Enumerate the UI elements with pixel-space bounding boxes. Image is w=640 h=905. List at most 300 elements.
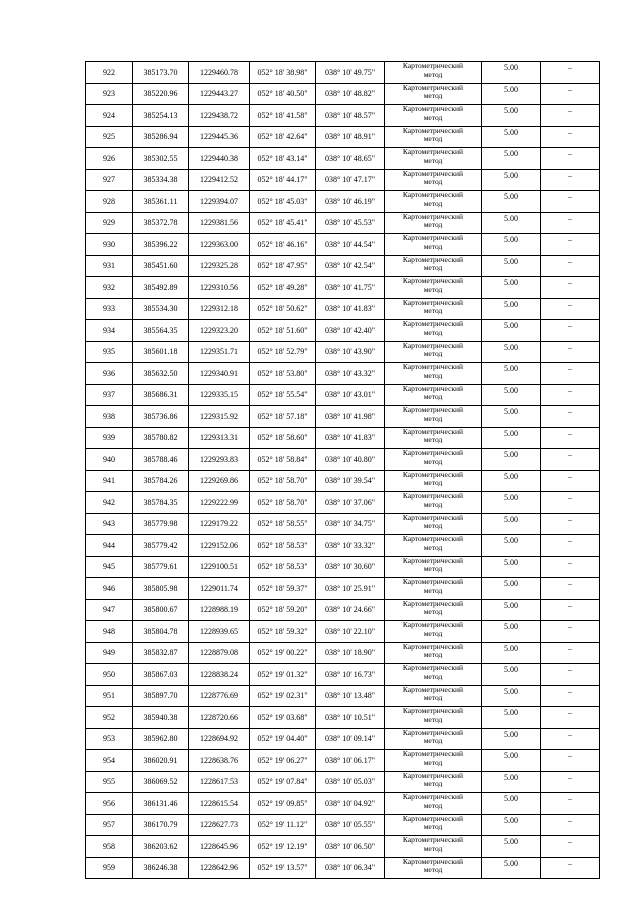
dash-cell: – — [541, 298, 600, 320]
point-number-cell: 949 — [86, 642, 133, 664]
latitude-cell: 052° 18' 46.16" — [250, 234, 316, 256]
method-cell — [385, 298, 482, 320]
method-line-1: Картометрический — [402, 190, 464, 199]
point-number-cell: 930 — [86, 234, 133, 256]
method-cell — [385, 341, 482, 363]
table-row — [86, 857, 600, 879]
accuracy-cell: 5.00 — [482, 599, 541, 621]
y-coordinate-cell: 1229312.18 — [189, 298, 250, 320]
point-number-cell: 927 — [86, 169, 133, 191]
x-coordinate-cell: 385800.67 — [133, 599, 189, 621]
y-coordinate-cell: 1229310.56 — [189, 277, 250, 299]
method-cell — [385, 857, 482, 879]
dash-cell: – — [541, 728, 600, 750]
table-row — [86, 126, 600, 148]
accuracy-cell: 5.00 — [482, 470, 541, 492]
method-line-1: Картометрический — [402, 771, 464, 780]
table-row — [86, 556, 600, 578]
method-cell — [385, 599, 482, 621]
method-line-1: Картометрический — [402, 169, 464, 178]
method-cell — [385, 750, 482, 772]
dash-cell: – — [541, 857, 600, 879]
table-row — [86, 169, 600, 191]
longitude-cell: 038° 10' 40.80" — [316, 449, 385, 471]
longitude-cell: 038° 10' 30.60" — [316, 556, 385, 578]
table-row — [86, 341, 600, 363]
point-number-cell: 931 — [86, 255, 133, 277]
method-line-2: метод — [423, 263, 443, 272]
method-line-1: Картометрический — [402, 814, 464, 823]
method-line-2: метод — [423, 628, 443, 638]
accuracy-cell: 5.00 — [482, 814, 541, 836]
longitude-cell: 038° 10' 06.17" — [316, 750, 385, 772]
method-cell — [385, 556, 482, 578]
method-cell — [385, 212, 482, 234]
dash-cell: – — [541, 492, 600, 514]
dash-cell: – — [541, 363, 600, 385]
method-line-2: метод — [423, 865, 443, 874]
dash-cell: – — [541, 685, 600, 707]
point-number-cell: 956 — [86, 793, 133, 815]
method-line-1: Картометрический — [402, 298, 464, 307]
point-number-cell: 940 — [86, 449, 133, 471]
longitude-cell: 038° 10' 05.55" — [316, 814, 385, 836]
x-coordinate-cell: 385632.50 — [133, 363, 189, 385]
x-coordinate-cell: 385396.22 — [133, 234, 189, 256]
method-line-1: Картометрический — [402, 427, 464, 436]
dash-cell: – — [541, 814, 600, 836]
y-coordinate-cell: 1229315.92 — [189, 406, 250, 428]
latitude-cell: 052° 18' 58.53" — [250, 556, 316, 578]
latitude-cell: 052° 19' 00.22" — [250, 642, 316, 664]
dash-cell: – — [541, 320, 600, 342]
y-coordinate-cell: 1229445.36 — [189, 126, 250, 148]
method-line-2: метод — [423, 198, 443, 208]
accuracy-cell: 5.00 — [482, 793, 541, 815]
accuracy-cell: 5.00 — [482, 492, 541, 514]
x-coordinate-cell: 385788.46 — [133, 449, 189, 471]
x-coordinate-cell: 385804.78 — [133, 621, 189, 643]
y-coordinate-cell: 1229335.15 — [189, 384, 250, 406]
latitude-cell: 052° 19' 07.84" — [250, 771, 316, 793]
x-coordinate-cell: 385220.96 — [133, 83, 189, 105]
dash-cell: – — [541, 449, 600, 471]
method-line-2: метод — [423, 757, 443, 767]
latitude-cell: 052° 18' 42.64" — [250, 126, 316, 148]
x-coordinate-cell: 385736.86 — [133, 406, 189, 428]
table-row — [86, 449, 600, 471]
y-coordinate-cell: 1228638.76 — [189, 750, 250, 772]
method-cell — [385, 62, 482, 84]
longitude-cell: 038° 10' 06.34" — [316, 857, 385, 879]
latitude-cell: 052° 18' 50.62" — [250, 298, 316, 320]
longitude-cell: 038° 10' 41.98" — [316, 406, 385, 428]
accuracy-cell: 5.00 — [482, 621, 541, 643]
accuracy-cell: 5.00 — [482, 578, 541, 600]
method-line-1: Картометрический — [402, 857, 464, 866]
longitude-cell: 038° 10' 42.54" — [316, 255, 385, 277]
table-row — [86, 599, 600, 621]
dash-cell: – — [541, 105, 600, 127]
method-line-2: метод — [423, 693, 443, 702]
latitude-cell: 052° 18' 53.80" — [250, 363, 316, 385]
longitude-cell: 038° 10' 41.75" — [316, 277, 385, 299]
method-line-2: метод — [423, 69, 443, 79]
table-row — [86, 771, 600, 793]
dash-cell: – — [541, 62, 600, 84]
dash-cell: – — [541, 384, 600, 406]
method-cell — [385, 191, 482, 213]
longitude-cell: 038° 10' 39.54" — [316, 470, 385, 492]
longitude-cell: 038° 10' 42.40" — [316, 320, 385, 342]
dash-cell: – — [541, 578, 600, 600]
x-coordinate-cell: 386203.62 — [133, 836, 189, 858]
dash-cell: – — [541, 341, 600, 363]
x-coordinate-cell: 385372.78 — [133, 212, 189, 234]
table-row — [86, 836, 600, 858]
method-line-2: метод — [423, 284, 443, 294]
point-number-cell: 943 — [86, 513, 133, 535]
accuracy-cell: 5.00 — [482, 836, 541, 858]
latitude-cell: 052° 18' 49.28" — [250, 277, 316, 299]
latitude-cell: 052° 18' 51.60" — [250, 320, 316, 342]
latitude-cell: 052° 18' 40.50" — [250, 83, 316, 105]
method-line-2: метод — [423, 478, 443, 487]
method-line-1: Картометрический — [402, 104, 464, 113]
y-coordinate-cell: 1229179.22 — [189, 513, 250, 535]
point-number-cell: 923 — [86, 83, 133, 105]
method-line-1: Картометрический — [402, 126, 464, 135]
dash-cell: – — [541, 277, 600, 299]
y-coordinate-cell: 1229323.20 — [189, 320, 250, 342]
method-line-1: Картометрический — [402, 276, 464, 285]
method-cell — [385, 685, 482, 707]
method-line-2: метод — [423, 134, 443, 143]
method-line-2: метод — [423, 370, 443, 380]
dash-cell: – — [541, 169, 600, 191]
dash-cell: – — [541, 556, 600, 578]
accuracy-cell: 5.00 — [482, 212, 541, 234]
accuracy-cell: 5.00 — [482, 363, 541, 385]
table-row — [86, 621, 600, 643]
accuracy-cell: 5.00 — [482, 427, 541, 449]
x-coordinate-cell: 385534.30 — [133, 298, 189, 320]
x-coordinate-cell: 385779.98 — [133, 513, 189, 535]
dash-cell: – — [541, 191, 600, 213]
table-row — [86, 750, 600, 772]
point-number-cell: 954 — [86, 750, 133, 772]
x-coordinate-cell: 386069.52 — [133, 771, 189, 793]
longitude-cell: 038° 10' 47.17" — [316, 169, 385, 191]
latitude-cell: 052° 19' 12.19" — [250, 836, 316, 858]
longitude-cell: 038° 10' 37.06" — [316, 492, 385, 514]
point-number-cell: 934 — [86, 320, 133, 342]
method-line-2: метод — [423, 112, 443, 122]
x-coordinate-cell: 386131.46 — [133, 793, 189, 815]
method-line-2: метод — [423, 306, 443, 315]
y-coordinate-cell: 1228838.24 — [189, 664, 250, 686]
x-coordinate-cell: 386170.79 — [133, 814, 189, 836]
latitude-cell: 052° 19' 04.40" — [250, 728, 316, 750]
table-body — [86, 62, 600, 879]
table-row — [86, 642, 600, 664]
accuracy-cell: 5.00 — [482, 664, 541, 686]
method-line-2: метод — [423, 155, 443, 165]
point-number-cell: 950 — [86, 664, 133, 686]
longitude-cell: 038° 10' 09.14" — [316, 728, 385, 750]
point-number-cell: 955 — [86, 771, 133, 793]
longitude-cell: 038° 10' 25.91" — [316, 578, 385, 600]
method-line-2: метод — [423, 521, 443, 530]
longitude-cell: 038° 10' 49.75" — [316, 62, 385, 84]
point-number-cell: 936 — [86, 363, 133, 385]
x-coordinate-cell: 385784.26 — [133, 470, 189, 492]
longitude-cell: 038° 10' 46.19" — [316, 191, 385, 213]
latitude-cell: 052° 18' 44.17" — [250, 169, 316, 191]
accuracy-cell: 5.00 — [482, 406, 541, 428]
latitude-cell: 052° 18' 47.95" — [250, 255, 316, 277]
method-line-1: Картометрический — [402, 663, 464, 672]
method-cell — [385, 105, 482, 127]
point-number-cell: 947 — [86, 599, 133, 621]
dash-cell: – — [541, 148, 600, 170]
method-line-1: Картометрический — [402, 362, 464, 371]
x-coordinate-cell: 385779.61 — [133, 556, 189, 578]
longitude-cell: 038° 10' 44.54" — [316, 234, 385, 256]
method-line-1: Картометрический — [402, 534, 464, 543]
point-number-cell: 925 — [86, 126, 133, 148]
accuracy-cell: 5.00 — [482, 126, 541, 148]
table-row — [86, 384, 600, 406]
y-coordinate-cell: 1228939.65 — [189, 621, 250, 643]
x-coordinate-cell: 386020.91 — [133, 750, 189, 772]
method-line-1: Картометрический — [402, 212, 464, 221]
method-cell — [385, 449, 482, 471]
y-coordinate-cell: 1228879.08 — [189, 642, 250, 664]
table-row — [86, 535, 600, 557]
point-number-cell: 944 — [86, 535, 133, 557]
dash-cell: – — [541, 642, 600, 664]
point-number-cell: 959 — [86, 857, 133, 879]
method-line-2: метод — [423, 800, 443, 810]
method-cell — [385, 427, 482, 449]
method-line-2: метод — [423, 456, 443, 466]
method-line-1: Картометрический — [402, 341, 464, 350]
point-number-cell: 939 — [86, 427, 133, 449]
method-line-2: метод — [423, 822, 443, 831]
y-coordinate-cell: 1229222.99 — [189, 492, 250, 514]
longitude-cell: 038° 10' 48.57" — [316, 105, 385, 127]
method-line-2: метод — [423, 714, 443, 724]
longitude-cell: 038° 10' 45.53" — [316, 212, 385, 234]
table-row — [86, 728, 600, 750]
point-number-cell: 929 — [86, 212, 133, 234]
method-line-1: Картометрический — [402, 706, 464, 715]
table-row — [86, 277, 600, 299]
accuracy-cell: 5.00 — [482, 771, 541, 793]
method-cell — [385, 470, 482, 492]
dash-cell: – — [541, 707, 600, 729]
method-line-1: Картометрический — [402, 749, 464, 758]
dash-cell: – — [541, 470, 600, 492]
table-row — [86, 105, 600, 127]
accuracy-cell: 5.00 — [482, 320, 541, 342]
method-cell — [385, 836, 482, 858]
longitude-cell: 038° 10' 10.51" — [316, 707, 385, 729]
latitude-cell: 052° 19' 03.68" — [250, 707, 316, 729]
x-coordinate-cell: 385173.70 — [133, 62, 189, 84]
dash-cell: – — [541, 212, 600, 234]
x-coordinate-cell: 385254.13 — [133, 105, 189, 127]
point-number-cell: 948 — [86, 621, 133, 643]
y-coordinate-cell: 1229412.52 — [189, 169, 250, 191]
method-line-2: метод — [423, 607, 443, 616]
accuracy-cell: 5.00 — [482, 707, 541, 729]
accuracy-cell: 5.00 — [482, 384, 541, 406]
accuracy-cell: 5.00 — [482, 62, 541, 84]
accuracy-cell: 5.00 — [482, 857, 541, 879]
method-cell — [385, 707, 482, 729]
method-line-2: метод — [423, 736, 443, 745]
accuracy-cell: 5.00 — [482, 750, 541, 772]
accuracy-cell: 5.00 — [482, 191, 541, 213]
y-coordinate-cell: 1229313.31 — [189, 427, 250, 449]
method-line-2: метод — [423, 435, 443, 444]
method-cell — [385, 728, 482, 750]
point-number-cell: 922 — [86, 62, 133, 84]
dash-cell: – — [541, 513, 600, 535]
dash-cell: – — [541, 621, 600, 643]
y-coordinate-cell: 1228720.66 — [189, 707, 250, 729]
dash-cell: – — [541, 427, 600, 449]
table-row — [86, 234, 600, 256]
accuracy-cell: 5.00 — [482, 449, 541, 471]
method-cell — [385, 814, 482, 836]
method-line-2: метод — [423, 392, 443, 401]
longitude-cell: 038° 10' 16.73" — [316, 664, 385, 686]
dash-cell: – — [541, 126, 600, 148]
longitude-cell: 038° 10' 24.66" — [316, 599, 385, 621]
y-coordinate-cell: 1228627.73 — [189, 814, 250, 836]
table-row — [86, 62, 600, 84]
method-cell — [385, 277, 482, 299]
dash-cell: – — [541, 406, 600, 428]
dash-cell: – — [541, 771, 600, 793]
y-coordinate-cell: 1229460.78 — [189, 62, 250, 84]
accuracy-cell: 5.00 — [482, 642, 541, 664]
dash-cell: – — [541, 535, 600, 557]
method-line-1: Картометрический — [402, 61, 464, 70]
accuracy-cell: 5.00 — [482, 169, 541, 191]
method-line-2: метод — [423, 779, 443, 788]
table-row — [86, 492, 600, 514]
x-coordinate-cell: 385686.31 — [133, 384, 189, 406]
method-line-2: метод — [423, 499, 443, 509]
latitude-cell: 052° 19' 09.85" — [250, 793, 316, 815]
method-cell — [385, 793, 482, 815]
method-cell — [385, 126, 482, 148]
latitude-cell: 052° 18' 43.14" — [250, 148, 316, 170]
longitude-cell: 038° 10' 41.83" — [316, 427, 385, 449]
point-number-cell: 932 — [86, 277, 133, 299]
y-coordinate-cell: 1229269.86 — [189, 470, 250, 492]
accuracy-cell: 5.00 — [482, 341, 541, 363]
method-cell — [385, 513, 482, 535]
x-coordinate-cell: 385940.38 — [133, 707, 189, 729]
method-line-1: Картометрический — [402, 147, 464, 156]
accuracy-cell: 5.00 — [482, 234, 541, 256]
y-coordinate-cell: 1228642.96 — [189, 857, 250, 879]
longitude-cell: 038° 10' 33.32" — [316, 535, 385, 557]
accuracy-cell: 5.00 — [482, 105, 541, 127]
y-coordinate-cell: 1228694.92 — [189, 728, 250, 750]
method-line-2: метод — [423, 177, 443, 186]
latitude-cell: 052° 19' 06.27" — [250, 750, 316, 772]
latitude-cell: 052° 18' 59.20" — [250, 599, 316, 621]
y-coordinate-cell: 1229325.28 — [189, 255, 250, 277]
y-coordinate-cell: 1229394.07 — [189, 191, 250, 213]
method-line-2: метод — [423, 542, 443, 552]
method-cell — [385, 771, 482, 793]
accuracy-cell: 5.00 — [482, 728, 541, 750]
method-line-1: Картометрический — [402, 384, 464, 393]
x-coordinate-cell: 385780.82 — [133, 427, 189, 449]
table-row — [86, 298, 600, 320]
table-row — [86, 255, 600, 277]
table-row — [86, 793, 600, 815]
point-number-cell: 953 — [86, 728, 133, 750]
y-coordinate-cell: 1229340.91 — [189, 363, 250, 385]
method-cell — [385, 621, 482, 643]
method-cell — [385, 363, 482, 385]
point-number-cell: 952 — [86, 707, 133, 729]
point-number-cell: 941 — [86, 470, 133, 492]
method-line-1: Картометрический — [402, 470, 464, 479]
latitude-cell: 052° 18' 58.70" — [250, 492, 316, 514]
method-line-2: метод — [423, 843, 443, 853]
accuracy-cell: 5.00 — [482, 277, 541, 299]
longitude-cell: 038° 10' 13.48" — [316, 685, 385, 707]
longitude-cell: 038° 10' 05.03" — [316, 771, 385, 793]
point-number-cell: 957 — [86, 814, 133, 836]
method-line-2: метод — [423, 650, 443, 659]
x-coordinate-cell: 385451.60 — [133, 255, 189, 277]
accuracy-cell: 5.00 — [482, 83, 541, 105]
method-line-1: Картометрический — [402, 319, 464, 328]
method-cell — [385, 642, 482, 664]
point-number-cell: 938 — [86, 406, 133, 428]
latitude-cell: 052° 18' 45.03" — [250, 191, 316, 213]
accuracy-cell: 5.00 — [482, 255, 541, 277]
method-cell — [385, 578, 482, 600]
dash-cell: – — [541, 793, 600, 815]
y-coordinate-cell: 1229011.74 — [189, 578, 250, 600]
method-cell — [385, 83, 482, 105]
table-row — [86, 814, 600, 836]
dash-cell: – — [541, 255, 600, 277]
y-coordinate-cell: 1229443.27 — [189, 83, 250, 105]
dash-cell: – — [541, 664, 600, 686]
latitude-cell: 052° 18' 58.60" — [250, 427, 316, 449]
method-cell — [385, 492, 482, 514]
method-cell — [385, 255, 482, 277]
method-line-1: Картометрический — [402, 792, 464, 801]
table-row — [86, 578, 600, 600]
y-coordinate-cell: 1229363.00 — [189, 234, 250, 256]
method-cell — [385, 148, 482, 170]
point-number-cell: 933 — [86, 298, 133, 320]
x-coordinate-cell: 385334.38 — [133, 169, 189, 191]
